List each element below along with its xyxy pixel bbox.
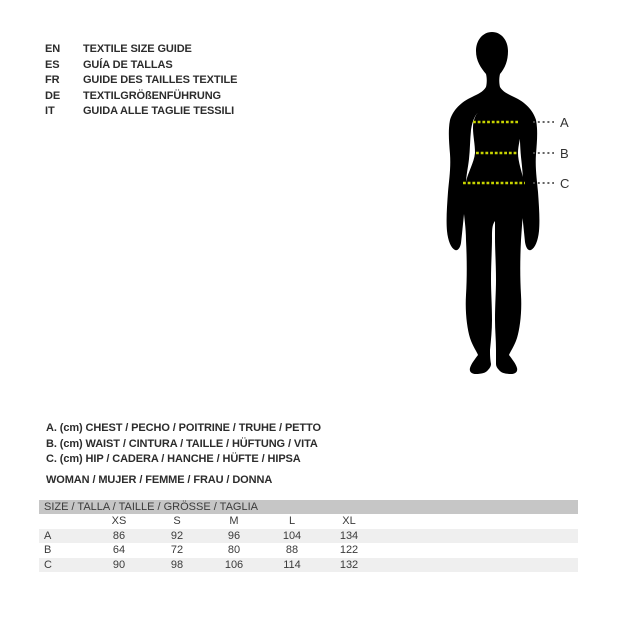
size-col-s: S <box>173 515 181 527</box>
language-title: TEXTILE SIZE GUIDE <box>82 43 192 55</box>
value-cell: 86 <box>112 529 126 542</box>
size-col-m: M <box>229 515 239 527</box>
gender-line: WOMAN / MUJER / FEMME / FRAU / DONNA <box>46 474 273 486</box>
value-cell: 96 <box>227 529 241 542</box>
value-cell: 64 <box>112 544 126 556</box>
woman-silhouette-path <box>447 32 540 374</box>
row-label: A <box>44 529 52 542</box>
value-cell: 90 <box>112 558 126 571</box>
row-label: C <box>44 558 52 571</box>
language-code: FR <box>45 74 60 86</box>
size-col-xs: XS <box>111 515 127 527</box>
language-list <box>45 42 237 120</box>
value-cell: 80 <box>227 544 241 556</box>
size-table-title: SIZE / TALLA / TAILLE / GRÖSSE / TAGLIA <box>39 500 578 514</box>
language-code: IT <box>45 105 55 117</box>
measure-label-waist: B <box>560 146 569 161</box>
table-row-chest <box>39 529 578 544</box>
measure-label-hip: C <box>560 176 570 191</box>
legend-hip: C. (cm) HIP / CADERA / HANCHE / HÜFTE / HIPSA <box>46 453 301 466</box>
size-table <box>39 500 578 572</box>
measure-label-chest: A <box>560 115 569 130</box>
value-cell: 134 <box>339 529 359 542</box>
value-cell: 88 <box>285 544 299 556</box>
language-row-es <box>45 58 237 74</box>
language-row-en <box>45 42 237 58</box>
language-row-it <box>45 104 237 120</box>
language-row-de <box>45 89 237 105</box>
size-table-header-row <box>39 514 578 529</box>
value-cell: 114 <box>283 558 301 571</box>
legend-chest: A. (cm) CHEST / PECHO / POITRINE / TRUHE / PETTO <box>46 422 321 434</box>
measurement-legend <box>46 421 321 468</box>
size-col-l: L <box>288 515 296 527</box>
language-title: GUIDA ALLE TAGLIE TESSILI <box>82 105 235 117</box>
value-cell: 104 <box>282 529 302 542</box>
language-code: ES <box>45 58 60 71</box>
value-cell: 106 <box>224 558 244 571</box>
language-code: EN <box>45 43 61 55</box>
table-row-hip <box>39 558 578 573</box>
size-col-xl: XL <box>342 515 356 527</box>
value-cell: 122 <box>339 544 359 556</box>
legend-waist: B. (cm) WAIST / CINTURA / TAILLE / HÜFTUNG / VITA <box>46 437 318 450</box>
figure-area <box>430 20 620 410</box>
language-row-fr <box>45 73 237 89</box>
woman-silhouette <box>430 20 620 410</box>
value-cell: 72 <box>170 544 184 556</box>
table-row-waist <box>39 543 578 558</box>
language-title: GUÍA DE TALLAS <box>82 58 173 71</box>
language-code: DE <box>45 89 61 102</box>
value-cell: 132 <box>339 558 359 571</box>
row-label: B <box>44 544 52 556</box>
language-title: TEXTILGRÖßENFÜHRUNG <box>82 89 222 102</box>
language-title: GUIDE DES TAILLES TEXTILE <box>82 74 238 86</box>
value-cell: 98 <box>170 558 184 571</box>
value-cell: 92 <box>170 529 184 542</box>
